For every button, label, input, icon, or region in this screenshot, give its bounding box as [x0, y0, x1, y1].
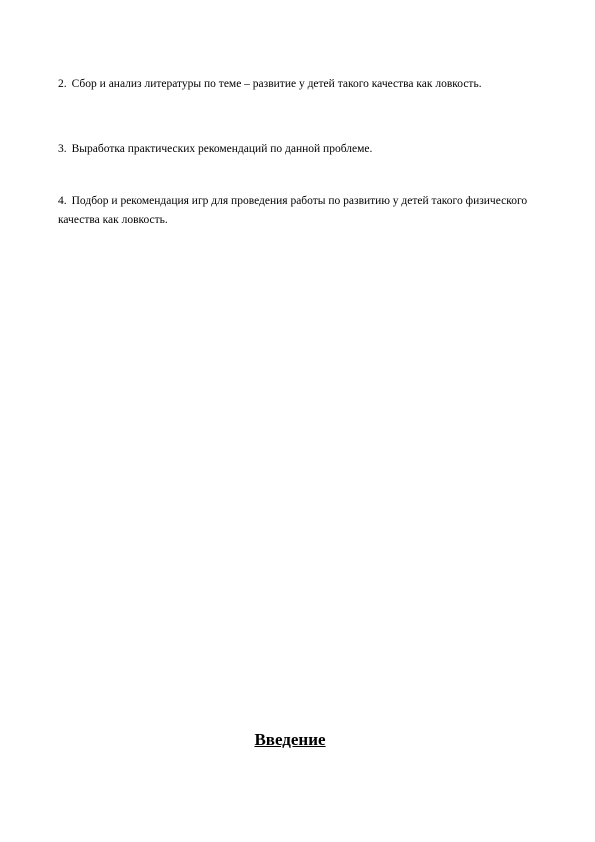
list-item-text: Сбор и анализ литературы по теме – развитие у детей такого качества как ловкость.	[71, 78, 482, 90]
list-item-number: 2.	[58, 78, 67, 90]
list-item-2	[58, 75, 528, 94]
list-item-text: Подбор и рекомендация игр для проведения работы по развитию у детей такого физического качества как ловкость.	[58, 195, 528, 226]
list-item-number: 3.	[58, 143, 67, 155]
section-heading: Введение	[254, 730, 326, 749]
list-item-text: Выработка практических рекомендаций по данной проблеме.	[71, 143, 373, 155]
list-item-3	[58, 140, 528, 159]
list-item-number: 4.	[58, 195, 67, 207]
list-item-4	[58, 192, 528, 230]
